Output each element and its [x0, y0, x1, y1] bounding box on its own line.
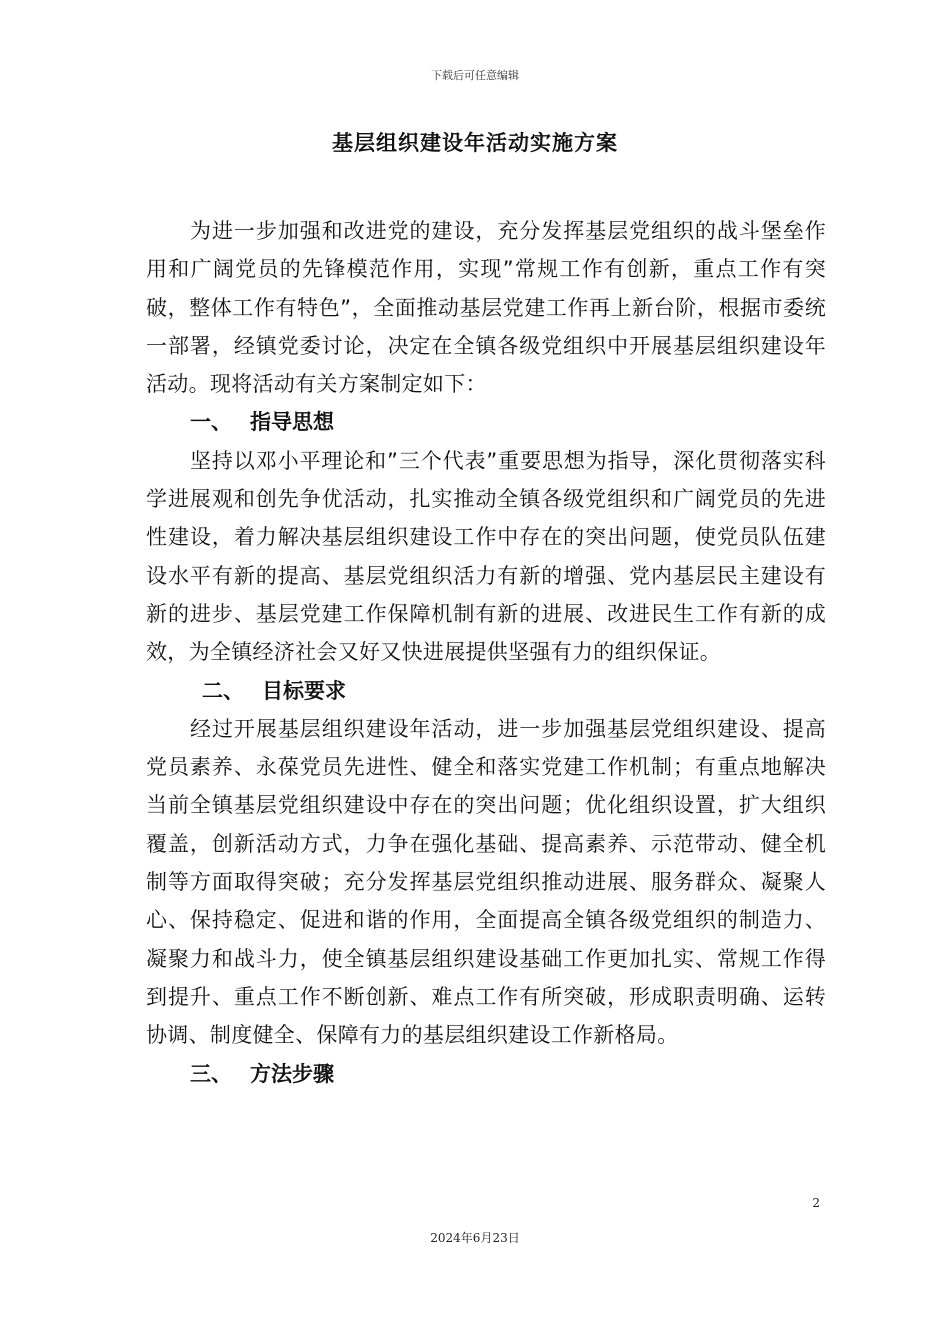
section-title: 目标要求: [262, 678, 346, 703]
document-body: [146, 212, 826, 1093]
section-number: 二、: [202, 678, 244, 703]
page-number: 2: [812, 1196, 820, 1210]
footer-date: 2024年6月23日: [430, 1231, 520, 1245]
document-title: 基层组织建设年活动实施方案: [332, 131, 618, 155]
section-heading-goals: [146, 672, 826, 710]
header-note: 下载后可任意编辑: [431, 69, 519, 82]
intro-paragraph: 为进一步加强和改进党的建设，充分发挥基层党组织的战斗堡垒作用和广阔党员的先锋模范作用，实现”常规工作有创新，重点工作有突破，整体工作有特色”，全面推动基层党建工作再上新台阶，根据市委统一部署，经镇党委讨论，决定在全镇各级党组织中开展基层组织建设年活动。现将活动有关方案制定如下：: [146, 219, 826, 397]
section-number: 三、: [190, 1061, 232, 1086]
section-number: 一、: [190, 410, 232, 435]
section-title: 方法步骤: [250, 1061, 334, 1086]
section-heading-guiding-thought: [146, 403, 826, 441]
section-paragraph-guiding-thought: 坚持以邓小平理论和”三个代表”重要思想为指导，深化贯彻落实科学进展观和创先争优活动，扎实推动全镇各级党组织和广阔党员的先进性建设，着力解决基层组织建设工作中存在的突出问题，使党员队伍建设水平有新的提高、基层党组织活力有新的增强、党内基层民主建设有新的进步、基层党建工作保障机制有新的进展、改进民生工作有新的成效，为全镇经济社会又好又快进展提供坚强有力的组织保证。: [146, 448, 826, 665]
section-title: 指导思想: [250, 410, 334, 435]
section-paragraph-goals: 经过开展基层组织建设年活动，进一步加强基层党组织建设、提高党员素养、永葆党员先进性、健全和落实党建工作机制；有重点地解决当前全镇基层党组织建设中存在的突出问题；优化组织设置，扩大组织覆盖，创新活动方式，力争在强化基础、提高素养、示范带动、健全机制等方面取得突破；充分发挥基层党组织推动进展、服务群众、凝聚人心、保持稳定、促进和谐的作用，全面提高全镇各级党组织的制造力、凝聚力和战斗力，使全镇基层组织建设基础工作更加扎实、常规工作得到提升、重点工作不断创新、难点工作有所突破，形成职责明确、运转协调、制度健全、保障有力的基层组织建设工作新格局。: [146, 716, 826, 1048]
section-heading-steps: [146, 1055, 826, 1093]
